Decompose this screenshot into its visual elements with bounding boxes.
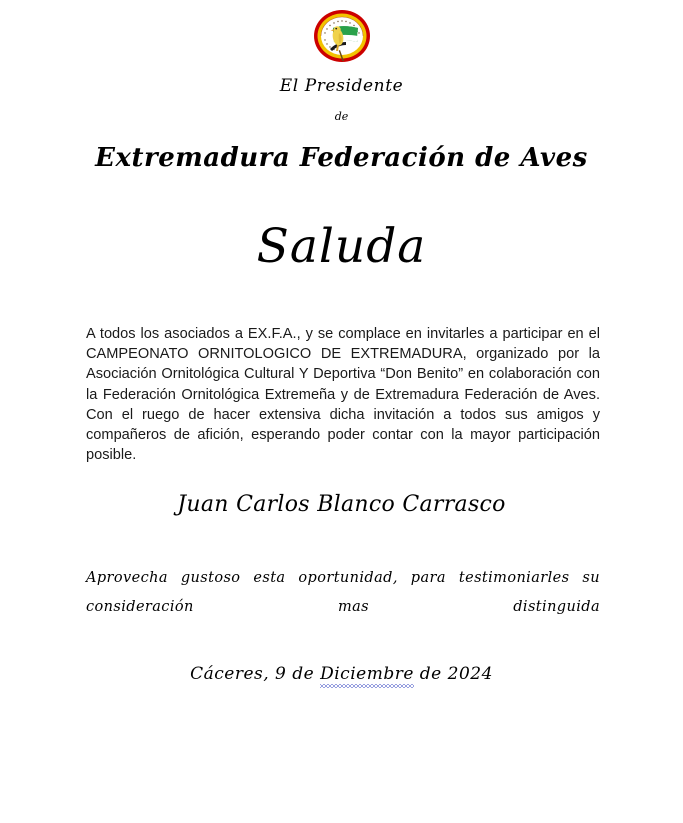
organization-name: Extremadura Federación de Aves [95, 143, 588, 173]
date-suffix: de 2024 [413, 664, 493, 684]
president-title: El Presidente [279, 76, 404, 96]
page-title-saluda: Saluda [256, 219, 427, 274]
body-paragraph-container [86, 324, 600, 465]
signature-name: Juan Carlos Blanco Carrasco [177, 492, 506, 517]
body-paragraph: A todos los asociados a EX.F.A., y se complace en invitarles a participar en el CAMPEONATO ORNITOLOGICO DE EXTREMADURA, organizado por la Asociación Ornitológica Cultural Y Deportiva “Don Benito” en colaboración con la Federación Ornitológica Extremeña y de Extremadura Federación de Aves. Con el ruego de hacer extensiva dicha invitación a todos sus amigos y compañeros de afición, esperando poder contar con la mayor participación posible. [86, 326, 600, 464]
closing-paragraph: Aprovecha gustoso esta oportunidad, para testimoniarles su consideración mas distinguida [86, 570, 600, 615]
closing-paragraph-container [86, 564, 600, 651]
date-prefix: Cáceres, 9 de [190, 664, 321, 684]
date-month-misspelled: Diciembre [320, 664, 414, 684]
extremadura-federacion-de-aves-emblem-icon [313, 9, 371, 63]
logo-container [0, 9, 683, 63]
date-line [0, 664, 683, 685]
title-connector-de: de [334, 110, 349, 123]
